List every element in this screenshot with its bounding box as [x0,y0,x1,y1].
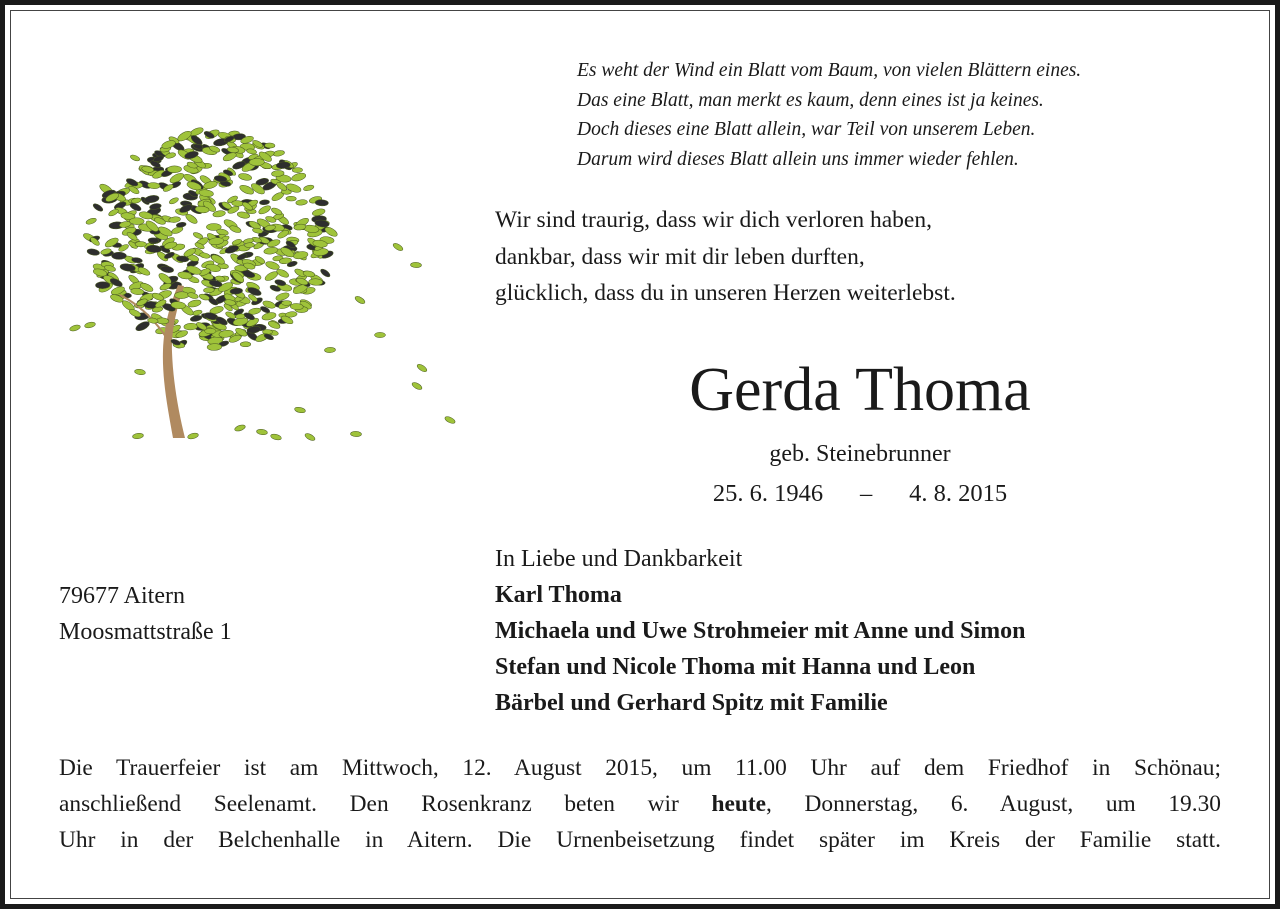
address [59,578,232,650]
leaf [312,208,326,217]
leaf [270,433,282,441]
leaf [275,291,290,302]
funeral-notice [59,750,1221,858]
leaf [256,429,268,436]
leaf [144,194,160,203]
leaf [206,224,221,231]
poem [577,56,1081,174]
family-member: Karl Thoma [495,582,622,608]
leaf [184,213,198,226]
leaf [263,246,278,255]
leaf [167,166,182,173]
leaf [350,431,361,437]
birth-name: geb. Steinebrunner [769,441,951,467]
poem-line: Es weht der Wind ein Blatt vom Baum, von vielen Blättern eines. [577,60,1082,81]
leaf [444,415,456,424]
windblown-tree-icon [60,110,470,460]
leaf [87,248,101,256]
leaf [324,347,335,353]
leaf [244,242,254,247]
verse-line: Wir sind traurig, dass wir dich verloren haben, [495,207,932,233]
leaf [207,343,222,350]
verse-line: glücklich, dass du in unseren Herzen weiterlebst. [495,280,956,306]
notice-line [59,786,1221,822]
leaf [190,314,203,322]
leaf [134,369,146,376]
verse-line: dankbar, dass wir mit dir leben durften, [495,243,865,270]
family-member: Stefan und Nicole Thoma mit Hanna und Leon [495,654,976,680]
leaf [282,301,292,306]
family-member: Bärbel und Gerhard Spitz mit Familie [495,690,888,716]
leaf [130,288,144,296]
leaf [294,406,306,413]
notice-line: Uhr in der Belchenhalle in Aitern. Die Urnenbeisetzung findet später im Kreis der Familie statt. [59,827,1221,853]
leaf [375,332,386,337]
leaf [112,252,127,259]
leaf [84,321,96,329]
address-street: Moosmattstraße 1 [59,619,232,645]
leaf [192,231,203,240]
leaf [137,266,151,277]
leaf [410,262,421,268]
leaf [249,158,264,165]
leaf [92,202,104,212]
family-list [495,541,1026,721]
date-dash: – [860,480,873,507]
poem-line: Doch dieses eine Blatt allein, war Teil von unserem Leben. [577,119,1036,140]
notice-text: anschließend Seelenamt. Den Rosenkranz beten wir [59,791,712,817]
family-member: Michaela und Uwe Strohmeier mit Anne und Simon [495,618,1026,644]
leaf [286,196,296,201]
notice-highlight: heute [711,791,767,817]
leaf [132,433,144,440]
leaf [129,218,144,225]
leaf [275,268,289,279]
poem-line: Das eine Blatt, man merkt es kaum, denn eines ist ja keines. [577,89,1044,111]
leaf [148,238,159,244]
leaf [205,328,216,333]
leaf [187,432,199,440]
leaf [176,222,187,228]
leaf [168,196,179,205]
leaf [291,172,307,183]
leaf [319,268,331,279]
leaf [199,252,210,259]
leaf [129,154,140,162]
life-dates [600,476,1120,512]
birth-date: 25. 6. 1946 [712,480,824,507]
notice-line: Die Trauerfeier ist am Mittwoch, 12. August 2015, um 11.00 Uhr auf dem Friedhof in Schönau; [59,755,1221,781]
death-date: 4. 8. 2015 [909,480,1008,507]
leaf [252,227,263,234]
leaf [274,279,286,287]
leaf [292,168,302,173]
leaf [187,299,202,308]
deceased-name: Gerda Thoma [689,356,1031,424]
leaf [85,217,97,225]
leaf [238,172,252,181]
leaf [187,292,199,300]
leaf [240,342,251,347]
leaf [246,148,257,155]
leaf [160,265,174,273]
leaf [234,424,246,432]
address-city: 79677 Aitern [59,583,185,609]
leaf [203,287,214,293]
leaf [259,199,270,205]
family-intro: In Liebe und Dankbarkeit [495,546,743,572]
leaf [416,363,428,373]
leaf [265,143,276,148]
verse [495,202,956,312]
leaf [69,324,81,332]
leaf [315,199,329,206]
leaf [258,204,272,216]
leaf [411,381,423,391]
leaf [392,242,404,252]
leaf [174,292,189,299]
poem-line: Darum wird dieses Blatt allein uns immer wieder fehlen. [577,148,1019,170]
leaf [304,432,316,442]
notice-text: , Donnerstag, 6. August, um 19.30 [766,791,1221,817]
tree-leaves-front [69,129,456,442]
leaf [108,208,120,217]
leaf [303,184,315,192]
leaf [135,241,146,247]
leaf [296,199,308,206]
leaf [354,295,366,305]
